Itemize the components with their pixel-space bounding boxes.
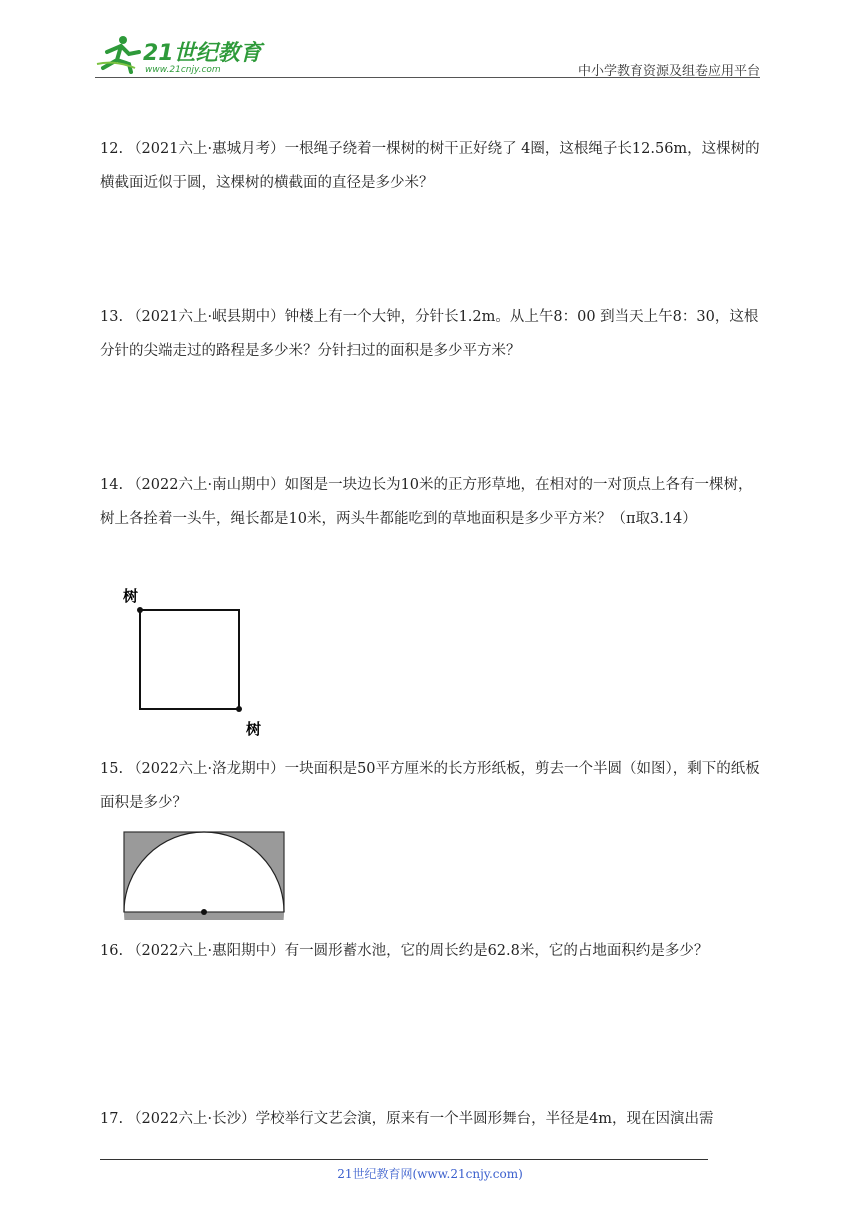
question-text: （2021六上·岷县期中）钟楼上有一个大钟，分针长1.2m。从上午8：00 到当天上午8：30，这根分针的尖端走过的路程是多少米？分针扫过的面积是多少平方米？ xyxy=(100,309,759,359)
tree-label-bottom: 树 xyxy=(246,720,262,738)
header-divider xyxy=(95,77,760,78)
question-number: 13. xyxy=(100,309,124,325)
question-text: （2022六上·惠阳期中）有一圆形蓄水池，它的周长约是62.8米，它的占地面积约是多少？ xyxy=(127,943,709,959)
semicircle-cutout-figure xyxy=(120,828,290,920)
question-text: （2022六上·长沙）学校举行文艺会演，原来有一个半圆形舞台，半径是4m，现在因演出需 xyxy=(127,1111,714,1127)
svg-text:www.21cnjy.com: www.21cnjy.com xyxy=(145,65,221,74)
footer-text: 21世纪教育网(www.21cnjy.com) xyxy=(337,1167,523,1181)
question-text: （2022六上·洛龙期中）一块面积是50平方厘米的长方形纸板，剪去一个半圆（如图），剩下的纸板面积是多少？ xyxy=(100,761,760,811)
question-12 xyxy=(100,132,762,200)
question-number: 17. xyxy=(100,1111,124,1127)
svg-text:21世纪教育: 21世纪教育 xyxy=(143,41,262,66)
square-lawn xyxy=(140,610,239,709)
tree-point-bottom-right xyxy=(236,706,242,712)
question-number: 16. xyxy=(100,943,124,959)
tree-label-top: 树 xyxy=(123,587,139,605)
question-text: （2021六上·惠城月考）一根绳子绕着一棵树的树干正好绕了 4圈，这根绳子长12.56m，这棵树的横截面近似于圆，这棵树的横截面的直径是多少米？ xyxy=(100,141,760,191)
question-16 xyxy=(100,934,762,968)
question-number: 15. xyxy=(100,761,124,777)
site-logo xyxy=(95,34,265,74)
question-15 xyxy=(100,752,762,820)
question-17 xyxy=(100,1102,762,1136)
platform-name: 中小学教育资源及组卷应用平台 xyxy=(577,64,760,79)
page-header xyxy=(95,30,760,78)
question-14 xyxy=(100,468,762,536)
footer-divider xyxy=(100,1159,708,1160)
question-number: 14. xyxy=(100,477,124,493)
question-text: （2022六上·南山期中）如图是一块边长为10米的正方形草地，在相对的一对顶点上各有一棵树，树上各拴着一头牛，绳长都是10米，两头牛都能吃到的草地面积是多少平方米？（π取3.14） xyxy=(100,477,753,527)
question-13 xyxy=(100,300,762,368)
tree-point-top-left xyxy=(137,607,143,613)
question-number: 12. xyxy=(100,141,124,157)
semicircle-center xyxy=(201,909,207,915)
square-lawn-figure xyxy=(118,582,278,742)
